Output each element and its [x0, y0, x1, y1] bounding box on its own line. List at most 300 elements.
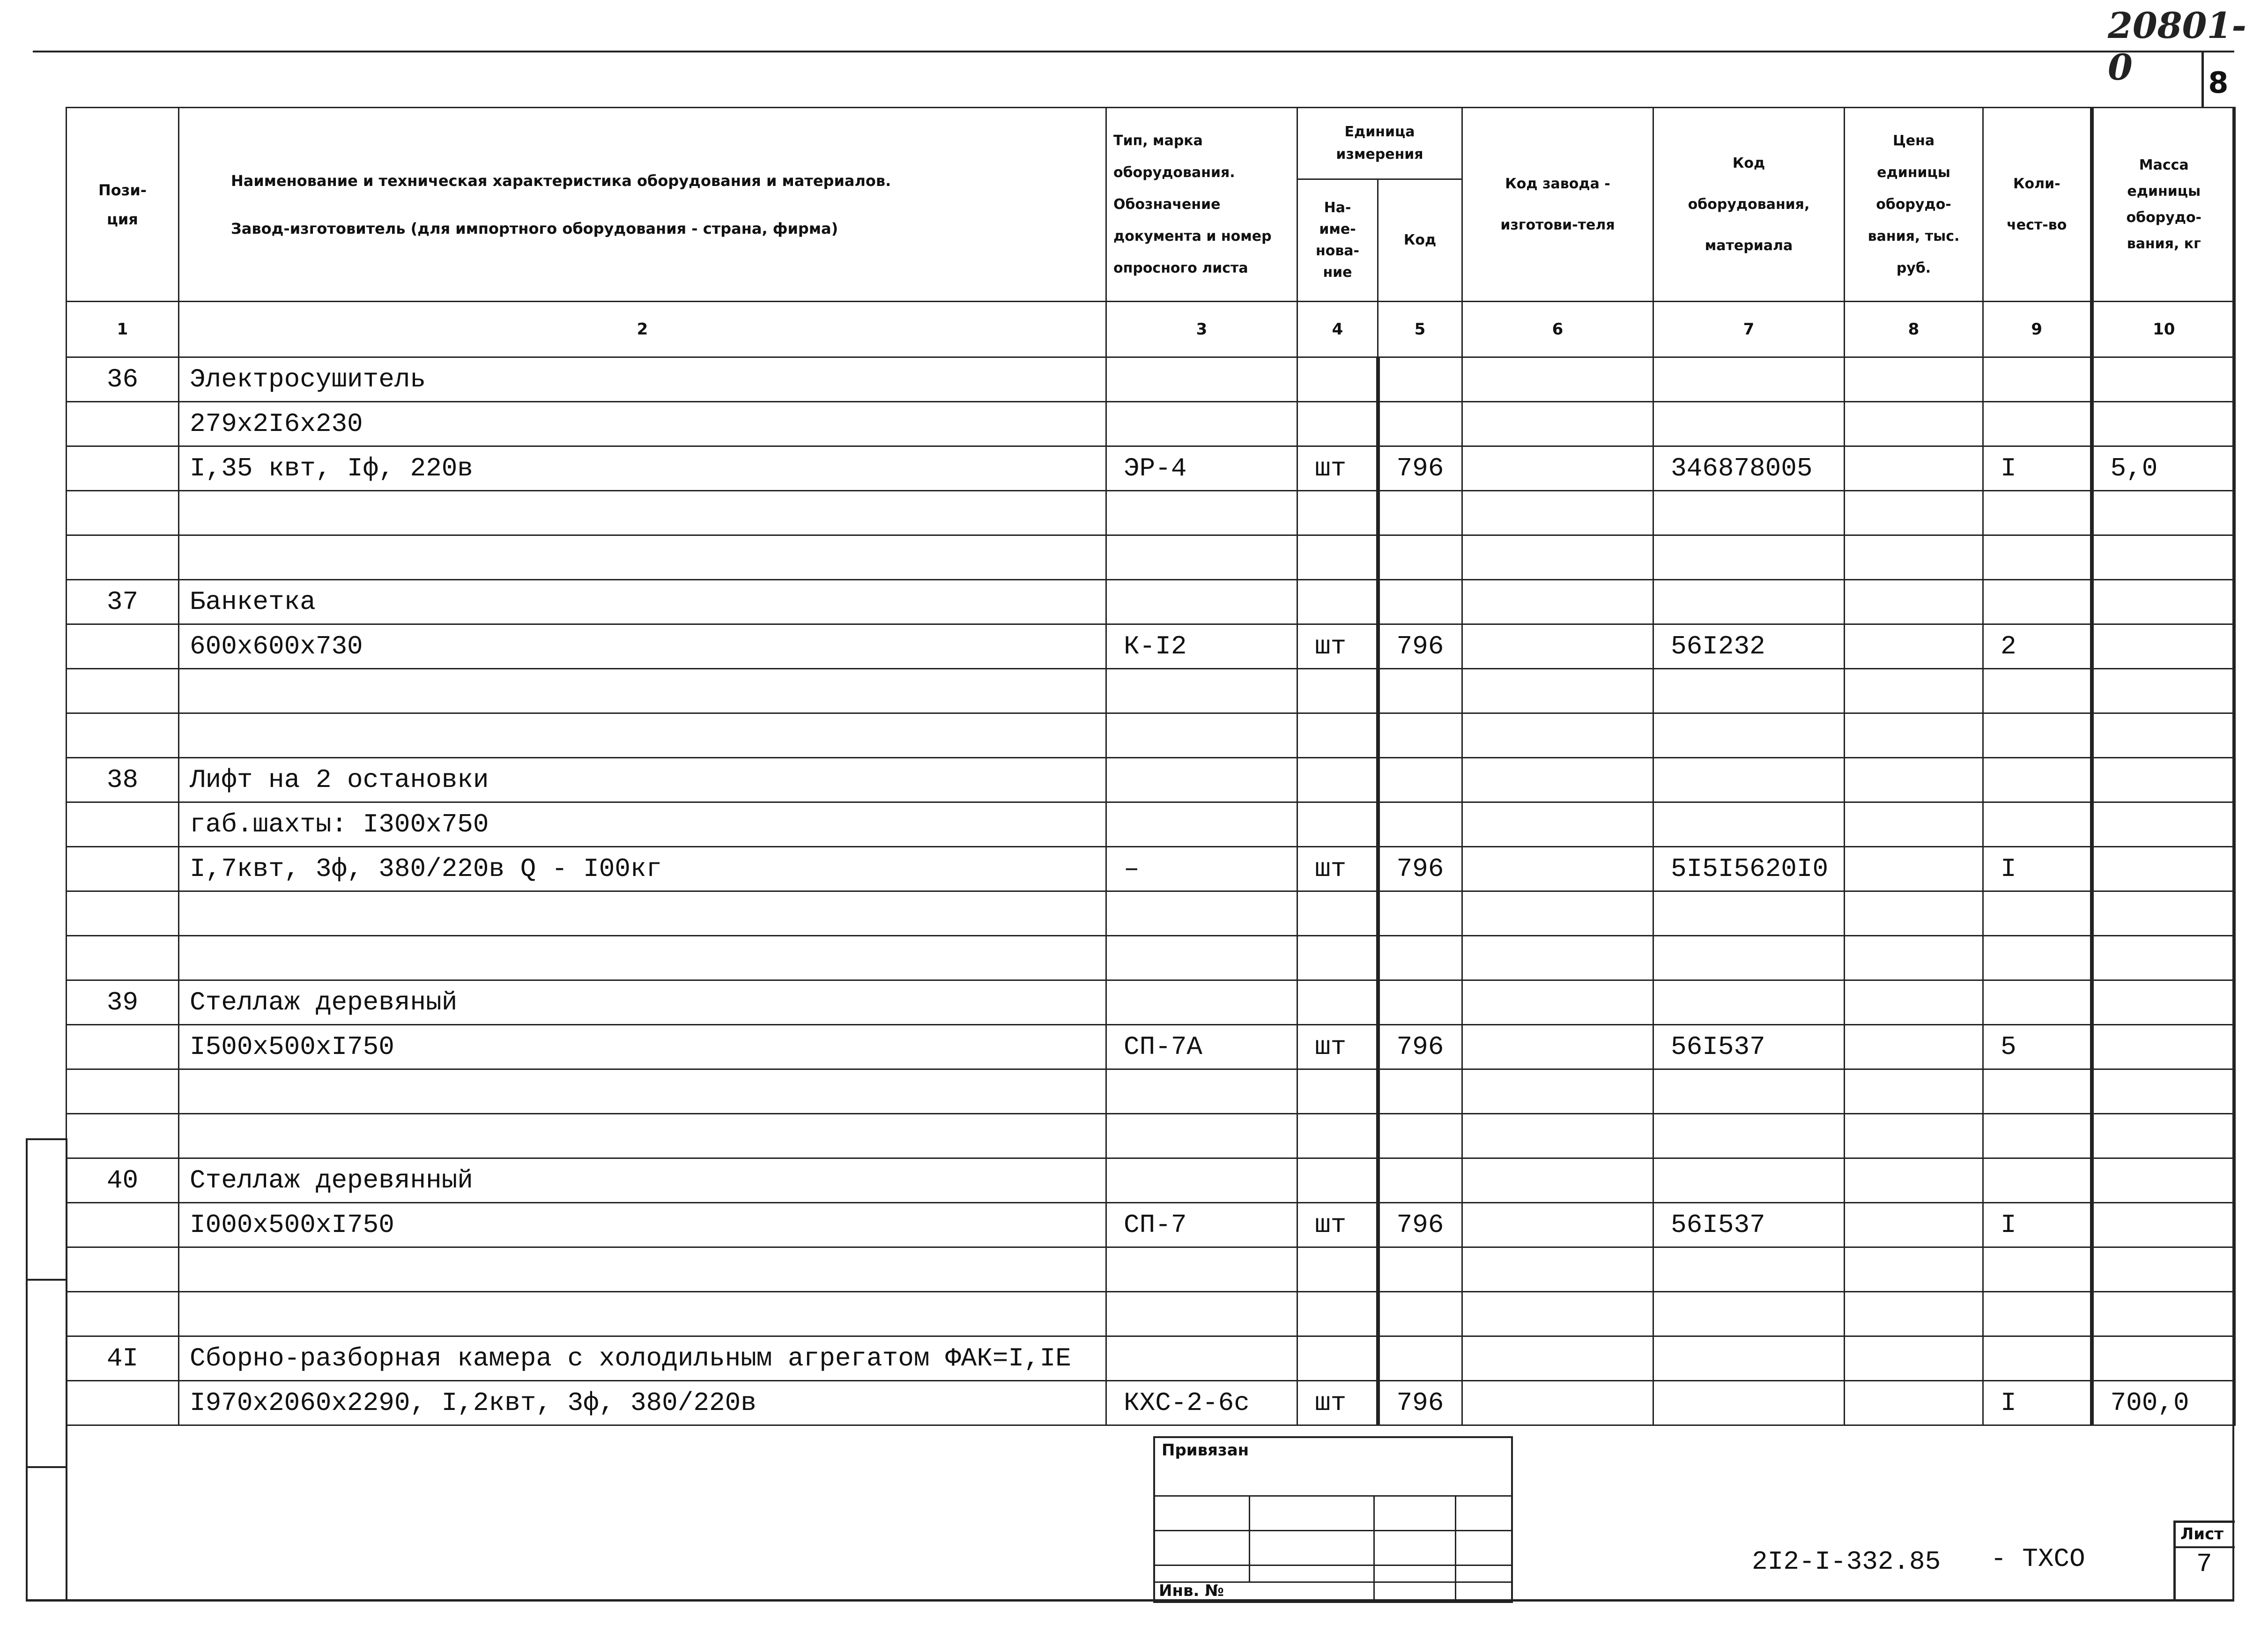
- mass-cell: [2092, 491, 2235, 535]
- quantity-cell: [1983, 1114, 2092, 1158]
- table-row: [67, 624, 2235, 669]
- type-cell: [1106, 402, 1297, 446]
- unit-code-cell: [1378, 669, 1462, 713]
- unit-name-cell: [1297, 1247, 1378, 1292]
- unit-name-cell: [1297, 402, 1378, 446]
- left-margin-tick: [26, 1466, 66, 1468]
- position-cell: [67, 936, 179, 980]
- equipment-code-cell: [1653, 357, 1845, 402]
- unit-code-cell: 796: [1378, 847, 1462, 891]
- type-cell: [1106, 936, 1297, 980]
- left-margin-tick: [26, 1138, 66, 1140]
- table-row: [67, 669, 2235, 713]
- price-cell: [1845, 669, 1983, 713]
- sheet-divider: [2176, 1546, 2235, 1548]
- equipment-code-cell: [1653, 1292, 1845, 1336]
- unit-name-cell: шт: [1297, 1381, 1378, 1425]
- quantity-cell: I: [1983, 1203, 2092, 1247]
- position-cell: [67, 1025, 179, 1069]
- manufacturer-code-cell: [1462, 1247, 1653, 1292]
- unit-code-cell: [1378, 980, 1462, 1025]
- table-row: [67, 1336, 2235, 1381]
- position-cell: [67, 669, 179, 713]
- name-cell: [179, 1292, 1106, 1336]
- name-cell: I970х2060х2290, I,2квт, 3ф, 380/220в: [179, 1381, 1106, 1425]
- quantity-cell: I: [1983, 1381, 2092, 1425]
- unit-code-cell: 796: [1378, 1025, 1462, 1069]
- table-row: [67, 446, 2235, 491]
- left-margin-strip: [26, 1138, 28, 1599]
- mass-cell: [2092, 713, 2235, 758]
- position-cell: [67, 624, 179, 669]
- manufacturer-code-cell: [1462, 758, 1653, 802]
- unit-name-cell: [1297, 669, 1378, 713]
- unit-name-cell: шт: [1297, 446, 1378, 491]
- type-cell: КХС-2-6с: [1106, 1381, 1297, 1425]
- unit-name-cell: [1297, 491, 1378, 535]
- stamp-bound-label: Привязан: [1162, 1441, 1249, 1460]
- column-number: 5: [1378, 302, 1462, 357]
- table-row: [67, 1381, 2235, 1425]
- mass-cell: [2092, 1203, 2235, 1247]
- unit-code-cell: [1378, 891, 1462, 936]
- type-cell: [1106, 580, 1297, 624]
- type-cell: СП-7: [1106, 1203, 1297, 1247]
- position-cell: 36: [67, 357, 179, 402]
- equipment-code-cell: [1653, 1069, 1845, 1114]
- equipment-code-cell: [1653, 580, 1845, 624]
- name-cell: [179, 1069, 1106, 1114]
- position-cell: [67, 1292, 179, 1336]
- table-row: [67, 402, 2235, 446]
- position-cell: [67, 891, 179, 936]
- mass-cell: [2092, 1025, 2235, 1069]
- manufacturer-code-cell: [1462, 1114, 1653, 1158]
- unit-name-cell: шт: [1297, 1203, 1378, 1247]
- unit-name-cell: [1297, 1069, 1378, 1114]
- position-cell: [67, 491, 179, 535]
- quantity-cell: [1983, 402, 2092, 446]
- price-cell: [1845, 1203, 1983, 1247]
- unit-code-cell: [1378, 357, 1462, 402]
- quantity-cell: [1983, 1158, 2092, 1203]
- position-cell: [67, 1203, 179, 1247]
- header-row: [67, 108, 2235, 179]
- stamp-vline: [1249, 1495, 1250, 1581]
- equipment-code-cell: [1653, 980, 1845, 1025]
- unit-code-cell: [1378, 580, 1462, 624]
- quantity-cell: 5: [1983, 1025, 2092, 1069]
- mass-cell: [2092, 758, 2235, 802]
- name-cell: [179, 891, 1106, 936]
- unit-name-cell: [1297, 1336, 1378, 1381]
- name-cell: Сборно-разборная камера с холодильным агрегатом ФАК=I,IЕ: [179, 1336, 1106, 1381]
- unit-name-cell: [1297, 1158, 1378, 1203]
- quantity-cell: [1983, 1247, 2092, 1292]
- manufacturer-code-cell: [1462, 802, 1653, 847]
- unit-code-cell: [1378, 1069, 1462, 1114]
- position-cell: [67, 847, 179, 891]
- top-sheet-number: 8: [2208, 66, 2229, 100]
- quantity-cell: [1983, 1069, 2092, 1114]
- price-cell: [1845, 980, 1983, 1025]
- position-cell: [67, 1114, 179, 1158]
- unit-code-cell: [1378, 491, 1462, 535]
- mass-cell: [2092, 802, 2235, 847]
- table-row: [67, 980, 2235, 1025]
- price-cell: [1845, 357, 1983, 402]
- unit-code-cell: 796: [1378, 1381, 1462, 1425]
- binding-stamp: [1153, 1436, 1513, 1603]
- position-cell: [67, 802, 179, 847]
- table-body: [67, 357, 2235, 1425]
- column-number: 8: [1845, 302, 1983, 357]
- column-number: 6: [1462, 302, 1653, 357]
- header-name: [179, 108, 1106, 302]
- position-cell: [67, 1069, 179, 1114]
- table-row: [67, 1025, 2235, 1069]
- price-cell: [1845, 491, 1983, 535]
- manufacturer-code-cell: [1462, 624, 1653, 669]
- quantity-cell: I: [1983, 446, 2092, 491]
- unit-name-cell: [1297, 936, 1378, 980]
- price-cell: [1845, 891, 1983, 936]
- manufacturer-code-cell: [1462, 713, 1653, 758]
- name-cell: I500х500хI750: [179, 1025, 1106, 1069]
- equipment-code-cell: [1653, 1114, 1845, 1158]
- price-cell: [1845, 713, 1983, 758]
- header-manufacturer-code: Код завода - изготови-теля: [1462, 108, 1653, 302]
- equipment-code-cell: 56I537: [1653, 1025, 1845, 1069]
- equipment-code-cell: [1653, 1247, 1845, 1292]
- header-unit-mass: Масса единицы оборудо-вания, кг: [2092, 108, 2235, 302]
- price-cell: [1845, 1336, 1983, 1381]
- table-row: [67, 802, 2235, 847]
- type-cell: [1106, 1069, 1297, 1114]
- position-cell: [67, 402, 179, 446]
- type-cell: [1106, 758, 1297, 802]
- position-cell: [67, 713, 179, 758]
- header-quantity: Коли-чест-во: [1983, 108, 2092, 302]
- price-cell: [1845, 1114, 1983, 1158]
- mass-cell: [2092, 1114, 2235, 1158]
- equipment-code-cell: [1653, 891, 1845, 936]
- quantity-cell: [1983, 891, 2092, 936]
- name-cell: [179, 535, 1106, 580]
- manufacturer-code-cell: [1462, 1203, 1653, 1247]
- mass-cell: [2092, 980, 2235, 1025]
- table-row: [67, 1069, 2235, 1114]
- unit-code-cell: [1378, 1247, 1462, 1292]
- type-cell: [1106, 1158, 1297, 1203]
- unit-code-cell: [1378, 1292, 1462, 1336]
- table-row: [67, 1203, 2235, 1247]
- table-row: [67, 758, 2235, 802]
- equipment-code-cell: [1653, 402, 1845, 446]
- manufacturer-code-cell: [1462, 357, 1653, 402]
- name-cell: Стеллаж деревяный: [179, 980, 1106, 1025]
- type-cell: [1106, 1114, 1297, 1158]
- unit-name-cell: [1297, 980, 1378, 1025]
- unit-name-cell: [1297, 758, 1378, 802]
- manufacturer-code-cell: [1462, 491, 1653, 535]
- type-cell: СП-7А: [1106, 1025, 1297, 1069]
- type-cell: [1106, 357, 1297, 402]
- unit-code-cell: [1378, 1158, 1462, 1203]
- mass-cell: [2092, 1292, 2235, 1336]
- name-cell: Лифт на 2 остановки: [179, 758, 1106, 802]
- quantity-cell: [1983, 535, 2092, 580]
- equipment-code-cell: 5I5I5620I0: [1653, 847, 1845, 891]
- price-cell: [1845, 1292, 1983, 1336]
- left-frame-line: [66, 1138, 67, 1599]
- position-cell: 39: [67, 980, 179, 1025]
- mass-cell: [2092, 1336, 2235, 1381]
- equipment-code-cell: [1653, 1158, 1845, 1203]
- name-cell: I000х500хI750: [179, 1203, 1106, 1247]
- price-cell: [1845, 802, 1983, 847]
- unit-code-cell: [1378, 1114, 1462, 1158]
- stamp-line: [1155, 1530, 1511, 1531]
- table-row: [67, 535, 2235, 580]
- table-row: [67, 491, 2235, 535]
- equipment-code-cell: 56I537: [1653, 1203, 1845, 1247]
- mass-cell: [2092, 624, 2235, 669]
- table-row: [67, 847, 2235, 891]
- unit-name-cell: шт: [1297, 1025, 1378, 1069]
- table-row: [67, 713, 2235, 758]
- price-cell: [1845, 624, 1983, 669]
- mass-cell: [2092, 1158, 2235, 1203]
- table-row: [67, 580, 2235, 624]
- quantity-cell: [1983, 713, 2092, 758]
- quantity-cell: [1983, 936, 2092, 980]
- name-cell: 279х2I6х230: [179, 402, 1106, 446]
- quantity-cell: [1983, 980, 2092, 1025]
- manufacturer-code-cell: [1462, 891, 1653, 936]
- stamp-vline: [1373, 1495, 1375, 1601]
- unit-code-cell: 796: [1378, 624, 1462, 669]
- column-number: 4: [1297, 302, 1378, 357]
- manufacturer-code-cell: [1462, 847, 1653, 891]
- left-margin-tick: [26, 1279, 66, 1281]
- mass-cell: [2092, 1247, 2235, 1292]
- name-cell: Банкетка: [179, 580, 1106, 624]
- equipment-code-cell: 56I232: [1653, 624, 1845, 669]
- mass-cell: [2092, 891, 2235, 936]
- header-unit-group: Единица измерения: [1297, 108, 1462, 179]
- table-row: [67, 1247, 2235, 1292]
- equipment-code-cell: [1653, 1336, 1845, 1381]
- equipment-code-cell: [1653, 936, 1845, 980]
- quantity-cell: I: [1983, 847, 2092, 891]
- price-cell: [1845, 936, 1983, 980]
- unit-code-cell: [1378, 936, 1462, 980]
- manufacturer-code-cell: [1462, 402, 1653, 446]
- equipment-code-cell: [1653, 535, 1845, 580]
- position-cell: [67, 1247, 179, 1292]
- position-cell: 37: [67, 580, 179, 624]
- name-cell: I,35 квт, Iф, 220в: [179, 446, 1106, 491]
- header-position: Пози- ция: [67, 108, 179, 302]
- name-cell: Стеллаж деревянный: [179, 1158, 1106, 1203]
- manufacturer-code-cell: [1462, 1069, 1653, 1114]
- stamp-vline: [1455, 1495, 1456, 1601]
- sheet-label: Лист: [2180, 1525, 2224, 1543]
- header-unit-price: Цена единицы оборудо-вания, тыс. руб.: [1845, 108, 1983, 302]
- quantity-cell: [1983, 802, 2092, 847]
- table-row: [67, 891, 2235, 936]
- mass-cell: 700,0: [2092, 1381, 2235, 1425]
- unit-name-cell: [1297, 713, 1378, 758]
- price-cell: [1845, 1247, 1983, 1292]
- column-number: 1: [67, 302, 179, 357]
- name-cell: [179, 1114, 1106, 1158]
- mass-cell: [2092, 1069, 2235, 1114]
- unit-name-cell: шт: [1297, 624, 1378, 669]
- unit-code-cell: [1378, 1336, 1462, 1381]
- header-unit-code: Код: [1378, 179, 1462, 302]
- price-cell: [1845, 1025, 1983, 1069]
- price-cell: [1845, 758, 1983, 802]
- header-type: Тип, марка оборудования. Обозначение документа и номер опросного листа: [1106, 108, 1297, 302]
- equipment-code-cell: [1653, 491, 1845, 535]
- type-cell: –: [1106, 847, 1297, 891]
- name-cell: Электросушитель: [179, 357, 1106, 402]
- manufacturer-code-cell: [1462, 1336, 1653, 1381]
- name-cell: [179, 1247, 1106, 1292]
- position-cell: [67, 1381, 179, 1425]
- equipment-code-cell: [1653, 802, 1845, 847]
- manufacturer-code-cell: [1462, 1158, 1653, 1203]
- unit-name-cell: [1297, 891, 1378, 936]
- quantity-cell: [1983, 1292, 2092, 1336]
- price-cell: [1845, 446, 1983, 491]
- mass-cell: [2092, 402, 2235, 446]
- quantity-cell: [1983, 669, 2092, 713]
- type-cell: [1106, 491, 1297, 535]
- unit-code-cell: 796: [1378, 1203, 1462, 1247]
- mass-cell: [2092, 357, 2235, 402]
- mass-cell: [2092, 847, 2235, 891]
- document-code: 2I2-I-332.85: [1752, 1547, 1941, 1577]
- name-cell: [179, 669, 1106, 713]
- header-name-line1: Наименование и техническая характеристика оборудования и материалов.: [231, 171, 891, 190]
- type-cell: [1106, 713, 1297, 758]
- type-cell: [1106, 1247, 1297, 1292]
- table-row: [67, 1292, 2235, 1336]
- mass-cell: [2092, 936, 2235, 980]
- name-cell: [179, 491, 1106, 535]
- header-unit-name: На-име-нова-ние: [1297, 179, 1378, 302]
- manufacturer-code-cell: [1462, 669, 1653, 713]
- bottom-border-line: [26, 1599, 2234, 1602]
- name-cell: [179, 936, 1106, 980]
- unit-name-cell: [1297, 535, 1378, 580]
- unit-code-cell: [1378, 535, 1462, 580]
- table-row: [67, 1158, 2235, 1203]
- stamp-line: [1155, 1565, 1511, 1566]
- table-row: [67, 1114, 2235, 1158]
- manufacturer-code-cell: [1462, 446, 1653, 491]
- position-cell: [67, 446, 179, 491]
- type-cell: [1106, 1292, 1297, 1336]
- mass-cell: [2092, 669, 2235, 713]
- manufacturer-code-cell: [1462, 980, 1653, 1025]
- name-cell: [179, 713, 1106, 758]
- quantity-cell: [1983, 357, 2092, 402]
- position-cell: 40: [67, 1158, 179, 1203]
- type-cell: К-I2: [1106, 624, 1297, 669]
- table-row: [67, 936, 2235, 980]
- column-number: 2: [179, 302, 1106, 357]
- unit-code-cell: 796: [1378, 446, 1462, 491]
- equipment-code-cell: [1653, 713, 1845, 758]
- type-cell: [1106, 669, 1297, 713]
- type-cell: ЭР-4: [1106, 446, 1297, 491]
- unit-code-cell: [1378, 758, 1462, 802]
- unit-name-cell: шт: [1297, 847, 1378, 891]
- header-name-line2: Завод-изготовитель (для импортного оборудования - страна, фирма): [231, 219, 838, 237]
- manufacturer-code-cell: [1462, 580, 1653, 624]
- type-cell: [1106, 980, 1297, 1025]
- equipment-code-cell: [1653, 669, 1845, 713]
- unit-name-cell: [1297, 580, 1378, 624]
- price-cell: [1845, 1381, 1983, 1425]
- sheet-number: 7: [2196, 1549, 2212, 1579]
- unit-name-cell: [1297, 802, 1378, 847]
- equipment-code-cell: [1653, 758, 1845, 802]
- quantity-cell: [1983, 1336, 2092, 1381]
- price-cell: [1845, 1069, 1983, 1114]
- column-number: 10: [2092, 302, 2235, 357]
- header-equipment-code: Код оборудования, материала: [1653, 108, 1845, 302]
- quantity-cell: 2: [1983, 624, 2092, 669]
- manufacturer-code-cell: [1462, 1025, 1653, 1069]
- position-cell: 38: [67, 758, 179, 802]
- price-cell: [1845, 847, 1983, 891]
- unit-code-cell: [1378, 802, 1462, 847]
- equipment-code-cell: 346878005: [1653, 446, 1845, 491]
- unit-name-cell: [1297, 1292, 1378, 1336]
- name-cell: I,7квт, 3ф, 380/220в Q - I00кг: [179, 847, 1106, 891]
- manufacturer-code-cell: [1462, 936, 1653, 980]
- quantity-cell: [1983, 758, 2092, 802]
- column-number: 3: [1106, 302, 1297, 357]
- mass-cell: 5,0: [2092, 446, 2235, 491]
- stamp-line: [1155, 1495, 1511, 1497]
- quantity-cell: [1983, 580, 2092, 624]
- name-cell: 600х600х730: [179, 624, 1106, 669]
- unit-code-cell: [1378, 713, 1462, 758]
- column-number: 9: [1983, 302, 2092, 357]
- equipment-code-cell: [1653, 1381, 1845, 1425]
- price-cell: [1845, 535, 1983, 580]
- type-cell: [1106, 891, 1297, 936]
- column-number: 7: [1653, 302, 1845, 357]
- price-cell: [1845, 580, 1983, 624]
- position-cell: [67, 535, 179, 580]
- price-cell: [1845, 1158, 1983, 1203]
- specification-table: [66, 107, 2236, 1426]
- manufacturer-code-cell: [1462, 1381, 1653, 1425]
- price-cell: [1845, 402, 1983, 446]
- document-suffix: - ТХСО: [1991, 1544, 2085, 1574]
- corner-archive-code: 20801-0: [2108, 5, 2246, 88]
- unit-name-cell: [1297, 1114, 1378, 1158]
- unit-code-cell: [1378, 402, 1462, 446]
- type-cell: [1106, 802, 1297, 847]
